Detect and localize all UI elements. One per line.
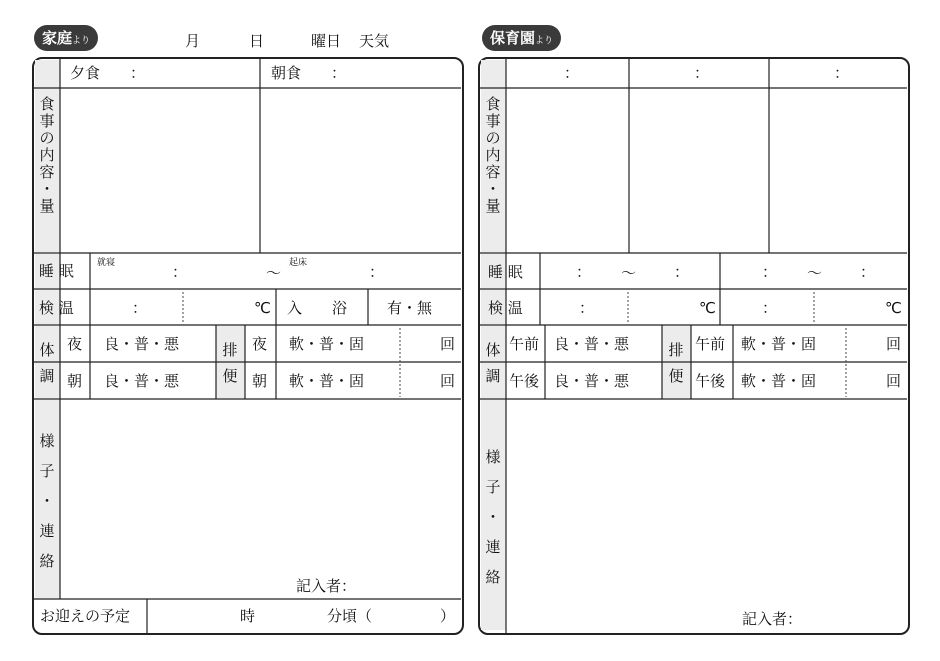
nursery-meal1-colon: ： <box>564 64 580 82</box>
home-pickup-label: お迎えの予定 <box>40 607 131 625</box>
home-notes-char: 絡 <box>39 552 55 570</box>
nursery-sleep1-end-colon: ： <box>674 263 690 281</box>
nursery-temp2-colon: ： <box>762 299 778 317</box>
nursery-notes-char: 連 <box>485 538 501 556</box>
nursery-meal-char: ・ <box>485 180 501 198</box>
home-condition-char: 調 <box>39 367 55 385</box>
nursery-times-pm: 回 <box>886 372 902 390</box>
nursery-temp1-unit: ℃ <box>699 299 716 317</box>
home-breakfast-label: 朝食 ： <box>271 64 347 82</box>
home-bowel-morning-label: 朝 <box>252 372 268 390</box>
home-meal-char: 量 <box>39 197 55 215</box>
home-day-label: 日 <box>249 32 265 50</box>
nursery-meal-char: 容 <box>485 163 501 181</box>
home-sleep-label: 睡 眠 <box>39 262 74 280</box>
home-condition-char: 体 <box>39 341 55 359</box>
nursery-temp-label: 検 温 <box>488 299 523 317</box>
nursery-sleep1-start-colon: ： <box>576 263 592 281</box>
nursery-notes-char: 子 <box>485 478 501 496</box>
home-month-label: 月 <box>185 32 201 50</box>
nursery-stool-am: 軟・普・固 <box>741 335 817 353</box>
home-wake-colon: ： <box>369 263 385 281</box>
home-meal-char: 事 <box>39 112 55 130</box>
nursery-sleep1-tilde: 〜 <box>621 264 637 282</box>
nursery-mood-pm: 良・普・悪 <box>554 372 630 390</box>
nursery-bowel-char: 排 <box>668 341 684 359</box>
home-night-label: 夜 <box>67 335 83 353</box>
nursery-notes-char: 様 <box>485 448 501 466</box>
nursery-badge-text: 保育園 <box>490 29 536 47</box>
home-meal-char: 内 <box>39 146 55 164</box>
home-bowel-char: 排 <box>222 341 238 359</box>
home-wake-label: 起床 <box>289 258 308 268</box>
nursery-times-am: 回 <box>886 335 902 353</box>
nursery-meal-char: 食 <box>485 95 501 113</box>
nursery-mood-am: 良・普・悪 <box>554 335 630 353</box>
home-stool-night: 軟・普・固 <box>289 335 365 353</box>
nursery-meal-char: 内 <box>485 146 501 164</box>
home-bedtime-colon: ： <box>172 263 188 281</box>
home-notes-char: ・ <box>39 492 55 510</box>
nursery-meal3-colon: ： <box>834 64 850 82</box>
nursery-sleep2-start-colon: ： <box>762 263 778 281</box>
home-badge-text: 家庭 <box>42 29 73 47</box>
home-pickup-close: ） <box>440 607 456 625</box>
nursery-writer-label: 記入者： <box>742 610 803 628</box>
home-temp-label: 検 温 <box>39 299 74 317</box>
nursery-condition-char: 体 <box>485 341 501 359</box>
home-mood-morning: 良・普・悪 <box>104 372 180 390</box>
home-weather-label: 天気 <box>359 32 390 50</box>
home-meal-char: の <box>39 129 55 147</box>
nursery-meal-char: 事 <box>485 112 501 130</box>
home-badge-suffix: より <box>72 36 91 46</box>
home-notes-char: 子 <box>39 462 55 480</box>
nursery-bowel-am-label: 午前 <box>695 335 726 353</box>
nursery-bowel-char: 便 <box>668 367 684 385</box>
home-notes-char: 様 <box>39 432 55 450</box>
nursery-temp1-colon: ： <box>579 299 595 317</box>
home-temp-unit: ℃ <box>254 299 271 317</box>
home-temp-colon: ： <box>132 299 148 317</box>
home-stool-morning: 軟・普・固 <box>289 372 365 390</box>
home-dinner-label: 夕食 ： <box>70 64 146 82</box>
home-bedtime-label: 就寝 <box>97 258 116 268</box>
home-pickup-hour: 時 <box>240 607 256 625</box>
home-notes-char: 連 <box>39 522 55 540</box>
nursery-sleep-label: 睡 眠 <box>488 263 523 281</box>
nursery-badge-suffix: より <box>535 36 554 46</box>
nursery-condition-char: 調 <box>485 367 501 385</box>
home-meal-char: 食 <box>39 95 55 113</box>
home-morning-label: 朝 <box>67 372 83 390</box>
nursery-notes-char: 絡 <box>485 568 501 586</box>
nursery-pm-label: 午後 <box>509 372 540 390</box>
home-meal-char: ・ <box>39 180 55 198</box>
home-weekday-label: 曜日 <box>311 32 342 50</box>
home-bath-label: 入 浴 <box>287 299 348 317</box>
home-pickup-minute: 分頃（ <box>327 607 373 625</box>
home-meal-char: 容 <box>39 163 55 181</box>
nursery-meal-char: の <box>485 129 501 147</box>
nursery-notes-char: ・ <box>485 508 501 526</box>
nursery-temp2-unit: ℃ <box>885 299 902 317</box>
home-mood-night: 良・普・悪 <box>104 335 180 353</box>
home-bowel-night-label: 夜 <box>252 335 268 353</box>
home-bath-value: 有・無 <box>387 299 433 317</box>
home-writer-label: 記入者： <box>296 577 357 595</box>
home-bowel-char: 便 <box>222 367 238 385</box>
nursery-meal-char: 量 <box>485 197 501 215</box>
home-times-night: 回 <box>440 335 456 353</box>
nursery-sleep2-tilde: 〜 <box>807 264 823 282</box>
home-times-morning: 回 <box>440 372 456 390</box>
nursery-bowel-pm-label: 午後 <box>695 372 726 390</box>
nursery-sleep2-end-colon: ： <box>860 263 876 281</box>
nursery-stool-pm: 軟・普・固 <box>741 372 817 390</box>
nursery-meal2-colon: ： <box>694 64 710 82</box>
home-sleep-tilde: 〜 <box>266 264 282 282</box>
nursery-am-label: 午前 <box>509 335 540 353</box>
